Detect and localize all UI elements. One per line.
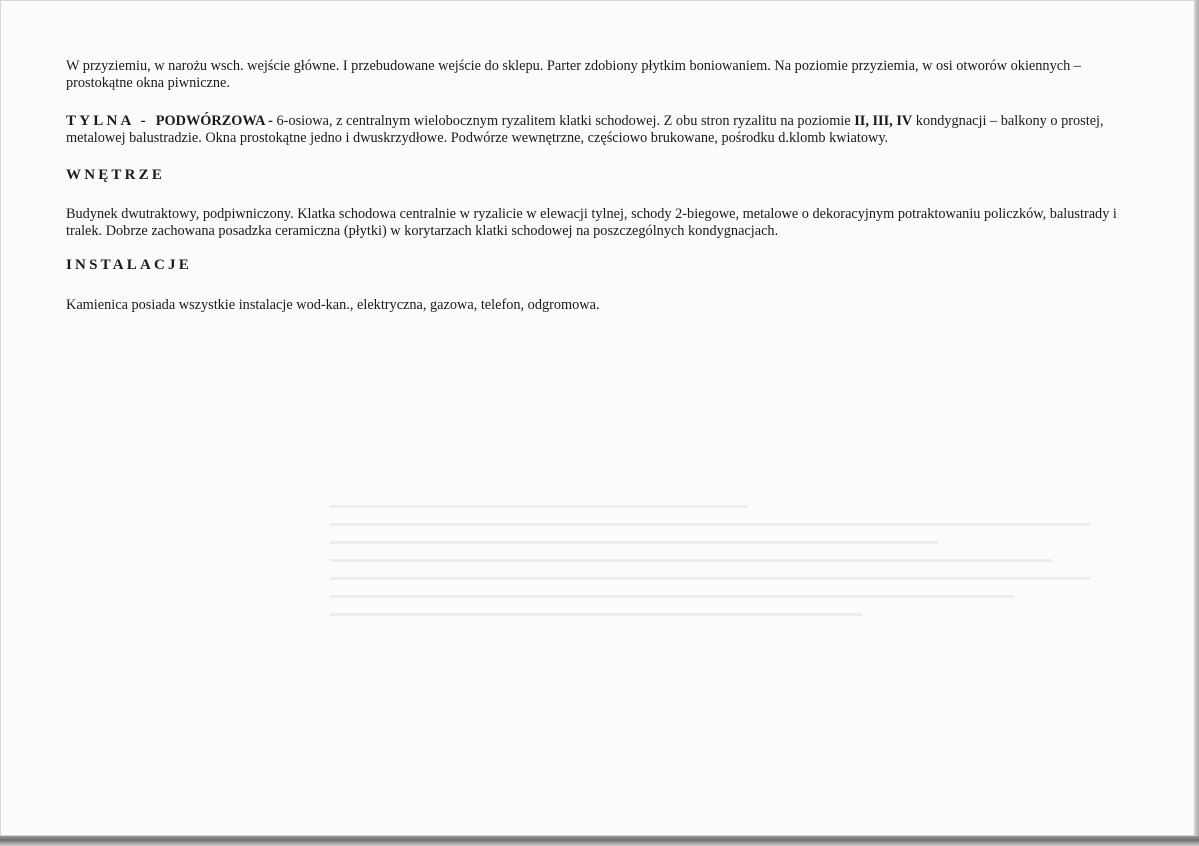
- heading-dash: -: [264, 113, 277, 129]
- rear-floors: II, III, IV: [854, 113, 913, 129]
- bleed-through-marks: [330, 505, 1090, 631]
- rear-text-b: kondygnacji – balkony o prostej, metalowej balustradzie. Okna prostokątne jedno i dwuskrzydłowe. Podwórze wewnętrzne, częściowo brukowane, pośrodku d.klomb kwiatowy.: [66, 113, 1104, 146]
- heading-tylna: TYLNA -: [66, 113, 156, 129]
- document-body: [66, 58, 1151, 314]
- rear-text-a: 6-osiowa, z centralnym wielobocznym ryzalitem klatki schodowej. Z obu stron ryzalitu na poziomie: [276, 113, 855, 129]
- page-bottom-edge: [0, 836, 1199, 846]
- paragraph-installations: Kamienica posiada wszystkie instalacje wod-kan., elektryczna, gazowa, telefon, odgromowa.: [66, 297, 600, 313]
- heading-instalacje: INSTALACJE: [66, 257, 192, 273]
- heading-wnetrze: WNĘTRZE: [66, 167, 166, 183]
- paragraph-ground-floor: W przyziemiu, w narożu wsch. wejście główne. I przebudowane wejście do sklepu. Parter zdobiony płytkim boniowaniem. Na poziomie przyziemia, w osi otworów okiennych – prostokątne okna piwniczne.: [66, 58, 1081, 91]
- paragraph-interior: Budynek dwutraktowy, podpiwniczony. Klatka schodowa centralnie w ryzalicie w elewacji tylnej, schody 2-biegowe, metalowe o dekoracyjnym potraktowaniu policzków, balustrady i tralek. Dobrze zachowana posadzka ceramiczna (płytki) w korytarzach klatki schodowej na poszczególnych kondygnacjach.: [66, 206, 1117, 239]
- heading-podworzowa: PODWÓRZOWA: [155, 113, 265, 129]
- page-right-edge: [1195, 0, 1199, 836]
- paragraph-rear-facade: [66, 113, 1151, 147]
